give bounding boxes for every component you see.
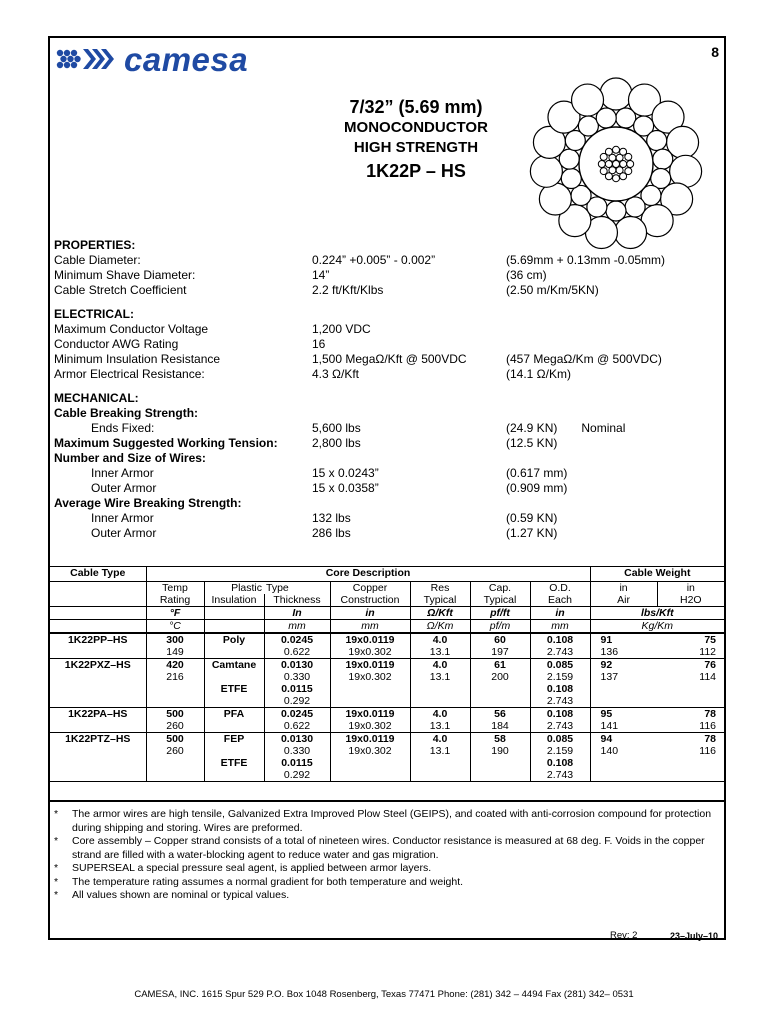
weight-h2o-cell [657, 757, 724, 769]
temp-cell: 300 [146, 633, 204, 646]
insulation-cell [204, 745, 264, 757]
resistance-cell [410, 683, 470, 695]
resistance-cell: 4.0 [410, 659, 470, 672]
subheader-res: Res [410, 582, 470, 595]
capacitance-cell: 61 [470, 659, 530, 672]
temp-cell [146, 769, 204, 782]
weight-air-cell [590, 683, 657, 695]
note-bullet: * [54, 808, 59, 820]
cable-type-cell [50, 646, 146, 659]
thickness-cell: 0.0245 [264, 633, 330, 646]
cable-type-cell [50, 720, 146, 733]
copper-strand-wire [600, 168, 607, 175]
spec-label: Inner Armor [91, 511, 154, 525]
spec-metric: (12.5 KN) [506, 436, 558, 450]
spec-metric: (2.50 m/Km/5KN) [506, 283, 599, 297]
title-model: 1K22P – HS [366, 161, 466, 181]
unit-temp-f: °F [146, 607, 204, 620]
spec-metric: (457 MegaΩ/Km @ 500VDC) [506, 352, 662, 366]
cable-type-cell: 1K22PA–HS [68, 708, 128, 720]
thickness-cell: 0.622 [264, 646, 330, 659]
weight-air-cell: 95 [590, 708, 657, 721]
spec-label: Ends Fixed: [91, 421, 155, 435]
od-cell: 0.085 [530, 733, 590, 746]
subheader-type-2: Thickness [264, 594, 330, 607]
capacitance-cell: 184 [470, 720, 530, 733]
spec-imperial: 15 x 0.0243” [312, 466, 379, 480]
inner-armor-wire [616, 108, 636, 128]
revision-number: Rev: 2 [610, 930, 638, 941]
electrical-heading: ELECTRICAL: [54, 307, 134, 321]
unit-weight-imp: lbs/Kft [590, 607, 724, 620]
copper-strand-wire [598, 161, 605, 168]
spec-metric [506, 337, 720, 352]
note-text: Core assembly – Copper strand consists of a total of nineteen wires. Conductor resistance is measured at 68 deg. F. Voids in the copper strand are filled with a water-blocking agent to reduce water and gas migration. [72, 835, 705, 861]
cable-type-cell [50, 769, 146, 782]
insulation-cell: ETFE [204, 683, 264, 695]
thickness-cell: 0.292 [264, 695, 330, 708]
od-cell: 0.108 [530, 757, 590, 769]
inner-armor-wire [596, 108, 616, 128]
unit-copper-mm: mm [330, 620, 410, 634]
wires-heading: Number and Size of Wires: [54, 451, 206, 465]
spec-imperial: 0.224” +0.005” - 0.002” [312, 253, 436, 267]
spec-label: Conductor AWG Rating [54, 337, 179, 351]
cable-type-table [50, 566, 724, 782]
mechanical-heading: MECHANICAL: [54, 391, 139, 405]
insulation-cell: Camtane [204, 659, 264, 672]
weight-h2o-cell: 78 [704, 708, 717, 720]
inner-armor-wire [559, 149, 579, 169]
unit-thick-mm: mm [264, 620, 330, 634]
resistance-cell: 13.1 [410, 745, 470, 757]
spec-imperial: 15 x 0.0358” [312, 481, 379, 495]
note-item [54, 876, 722, 890]
breaking-strength-heading: Cable Breaking Strength: [54, 406, 199, 420]
weight-air-cell: 92 [590, 659, 657, 672]
spec-row-electrical [54, 352, 720, 367]
spec-label: Cable Stretch Coefficient [54, 283, 187, 297]
cable-type-cell: 1K22PP–HS [67, 634, 128, 646]
resistance-cell: 4.0 [410, 708, 470, 721]
spec-label: Outer Armor [91, 526, 157, 540]
weight-air-cell: 91 [590, 633, 657, 646]
subheader-h2o: in [657, 582, 724, 595]
insulation-cell [204, 720, 264, 733]
spec-row-inner-armor [54, 466, 720, 481]
capacitance-cell: 60 [470, 633, 530, 646]
unit-thick-in: In [264, 607, 330, 620]
unit-od-in: in [530, 607, 590, 620]
subheader-cap: Cap. [470, 582, 530, 595]
weight-h2o-cell [657, 683, 724, 695]
weight-h2o-cell: 112 [657, 646, 724, 659]
temp-cell [146, 683, 204, 695]
capacitance-cell: 58 [470, 733, 530, 746]
insulation-cell [204, 671, 264, 683]
copper-cell [330, 695, 410, 708]
temp-cell: 149 [146, 646, 204, 659]
cable-type-cell [50, 695, 146, 708]
resistance-cell [410, 757, 470, 769]
spec-row-property [54, 253, 720, 268]
spec-row-electrical [54, 322, 720, 337]
weight-air-cell: 140 [590, 745, 657, 757]
thickness-cell: 0.0130 [264, 733, 330, 746]
spec-imperial: 4.3 Ω/Kft [312, 367, 359, 381]
subheader-plastic: Plastic [204, 582, 264, 595]
od-cell: 0.108 [530, 708, 590, 721]
spec-label: Maximum Conductor Voltage [54, 322, 209, 336]
title-size: 7/32” (5.69 mm) [349, 97, 483, 117]
spec-label: Maximum Suggested Working Tension: [54, 436, 278, 450]
capacitance-cell: 200 [470, 671, 530, 683]
weight-air-cell: 94 [590, 733, 657, 746]
temp-cell: 216 [146, 671, 204, 683]
unit-cap-imp: pf/ft [470, 607, 530, 620]
temp-cell: 260 [146, 720, 204, 733]
weight-air-cell: 141 [590, 720, 657, 733]
revision-date: 23–July–10 [670, 931, 719, 941]
spec-row-ends-fixed [54, 421, 720, 436]
temp-cell [146, 757, 204, 769]
weight-h2o-cell: 75 [704, 634, 717, 646]
spec-metric: (0.617 mm) [506, 466, 568, 480]
unit-copper-in: in [330, 607, 410, 620]
insulation-cell [204, 695, 264, 708]
od-cell: 0.108 [530, 633, 590, 646]
cable-type-cell [50, 683, 146, 695]
copper-strand-wire [605, 148, 612, 155]
note-text: All values shown are nominal or typical values. [72, 889, 290, 901]
od-cell: 2.743 [530, 695, 590, 708]
product-title [298, 96, 534, 182]
thickness-cell: 0.330 [264, 745, 330, 757]
header-cable-weight: Cable Weight [590, 567, 724, 582]
subheader-copper: Copper [330, 582, 410, 595]
inner-armor-wire [653, 149, 673, 169]
spec-label: Minimum Shave Diameter: [54, 268, 196, 282]
copper-cell: 19x0.0119 [330, 659, 410, 672]
temp-cell: 500 [146, 708, 204, 721]
cable-type-cell [50, 757, 146, 769]
weight-air-cell [590, 695, 657, 708]
subheader-od: O.D. [530, 582, 590, 595]
weight-air-cell: 137 [590, 671, 657, 683]
resistance-cell: 13.1 [410, 646, 470, 659]
spec-label: Armor Electrical Resistance: [54, 367, 205, 381]
divider [50, 800, 724, 802]
outer-armor-wire [670, 155, 702, 187]
avg-breaking-heading: Average Wire Breaking Strength: [54, 496, 242, 510]
thickness-cell: 0.292 [264, 769, 330, 782]
copper-strand-wire [625, 153, 632, 160]
copper-cell: 19x0.302 [330, 745, 410, 757]
cable-type-cell: 1K22PTZ–HS [65, 733, 131, 745]
spec-imperial: 2,800 lbs [312, 436, 361, 450]
note-bullet: * [54, 889, 59, 901]
subheader-type: Type [266, 582, 289, 594]
capacitance-cell: 56 [470, 708, 530, 721]
spec-row-property [54, 283, 720, 298]
insulation-cell: Poly [204, 633, 264, 646]
spec-imperial: 1,200 VDC [312, 322, 371, 336]
page-number: 8 [711, 44, 719, 60]
unit-res-met: Ω/Km [410, 620, 470, 634]
spec-metric: (0.909 mm) [506, 481, 568, 495]
insulation-cell [204, 769, 264, 782]
resistance-cell [410, 769, 470, 782]
copper-strand-wire [613, 175, 620, 182]
note-item [54, 835, 722, 862]
weight-h2o-cell: 114 [699, 671, 717, 683]
spec-metric: (0.59 KN) [506, 511, 558, 525]
spec-metric: (14.1 Ω/Km) [506, 367, 571, 381]
unit-temp-c: °C [146, 620, 204, 634]
unit-weight-met: Kg/Km [590, 620, 724, 634]
copper-cell: 19x0.0119 [330, 633, 410, 646]
copper-cell: 19x0.0119 [330, 733, 410, 746]
spec-imperial: 5,600 lbs [312, 421, 361, 435]
cable-type-cell [50, 745, 146, 757]
subheader-air: in [590, 582, 657, 595]
resistance-cell: 4.0 [410, 733, 470, 746]
weight-h2o-cell: 78 [704, 733, 717, 745]
subheader-h2o-2: H2O [657, 594, 724, 607]
od-cell: 2.159 [530, 671, 590, 683]
thickness-cell: 0.622 [264, 720, 330, 733]
spec-imperial: 1,500 MegaΩ/Kft @ 500VDC [312, 352, 467, 366]
capacitance-cell: 197 [470, 646, 530, 659]
insulation-cell: FEP [204, 733, 264, 746]
resistance-cell: 13.1 [410, 671, 470, 683]
note-bullet: * [54, 875, 59, 888]
thickness-cell: 0.0115 [264, 683, 330, 695]
od-cell: 2.159 [530, 745, 590, 757]
thickness-cell: 0.0245 [264, 708, 330, 721]
spec-metric: (1.27 KN) [506, 526, 558, 540]
subheader-temp: Temp [146, 582, 204, 595]
copper-cell: 19x0.0119 [330, 708, 410, 721]
note-item [54, 808, 722, 835]
inner-armor-wire [606, 201, 626, 221]
spec-metric: (24.9 KN) Nominal [506, 421, 626, 435]
capacitance-cell: 190 [470, 745, 530, 757]
capacitance-cell [470, 683, 530, 695]
copper-cell [330, 683, 410, 695]
spec-metric: (5.69mm + 0.13mm -0.05mm) [506, 253, 666, 267]
notes-list [54, 808, 722, 903]
subheader-temp-2: Rating [146, 594, 204, 607]
spec-metric: (36 cm) [506, 268, 547, 282]
subheader-od-2: Each [530, 594, 590, 607]
od-cell: 0.108 [530, 683, 590, 695]
temp-cell: 420 [146, 659, 204, 672]
spec-metric [506, 322, 720, 337]
note-bullet: * [54, 862, 59, 874]
copper-strand-wire [613, 146, 620, 153]
weight-h2o-cell: 116 [657, 720, 724, 733]
subheader-res-2: Typical [410, 594, 470, 607]
weight-h2o-cell: 76 [704, 659, 717, 671]
spec-imperial: 286 lbs [312, 526, 351, 540]
weight-air-cell: 136 [590, 646, 657, 659]
note-item [54, 862, 722, 876]
unit-cap-met: pf/m [470, 620, 530, 634]
inner-armor-wire [561, 169, 581, 189]
spec-row-avg-inner [54, 511, 720, 526]
cable-type-cell [50, 671, 146, 683]
subheader-plastic-2: Insulation [204, 594, 264, 607]
note-text: The armor wires are high tensile, Galvanized Extra Improved Plow Steel (GEIPS), and coated with anti-corrosion compound for protection during shipping and storing. Wires are preformed. [72, 808, 712, 834]
od-cell: 2.743 [530, 720, 590, 733]
copper-strand-wire [627, 161, 634, 168]
od-cell: 2.743 [530, 646, 590, 659]
weight-h2o-cell [657, 695, 724, 708]
spec-imperial: 2.2 ft/Kft/Klbs [312, 283, 384, 297]
inner-armor-wire [625, 197, 645, 217]
header-cable-type: Cable Type [50, 567, 146, 582]
copper-cell: 19x0.302 [330, 646, 410, 659]
properties-heading: PROPERTIES: [54, 238, 136, 252]
camesa-logo-mark-icon [54, 44, 122, 74]
weight-air-cell [590, 769, 657, 782]
resistance-cell [410, 695, 470, 708]
weight-h2o-cell [657, 769, 724, 782]
thickness-cell: 0.0115 [264, 757, 330, 769]
note-text: The temperature rating assumes a normal gradient for both temperature and weight. [72, 875, 464, 888]
company-footer: CAMESA, INC. 1615 Spur 529 P.O. Box 1048 Rosenberg, Texas 77471 Phone: (281) 342 – 4494 Fax (281) 342– 0531 [134, 989, 634, 1000]
capacitance-cell [470, 769, 530, 782]
temp-cell: 500 [146, 733, 204, 746]
camesa-logo [54, 42, 248, 76]
spec-row-outer-armor [54, 481, 720, 496]
note-text: SUPERSEAL a special pressure seal agent, is applied between armor layers. [72, 862, 432, 874]
weight-air-cell [590, 757, 657, 769]
spec-row-avg-outer [54, 526, 720, 541]
spec-row-working-tension [54, 436, 720, 451]
insulation-cell: PFA [204, 708, 264, 721]
spec-label: Inner Armor [91, 466, 154, 480]
copper-cell: 19x0.302 [330, 671, 410, 683]
insulation-cell: ETFE [204, 757, 264, 769]
unit-od-mm: mm [530, 620, 590, 634]
subheader-cap-2: Typical [470, 594, 530, 607]
thickness-cell: 0.330 [264, 671, 330, 683]
cable-cross-section-diagram [528, 76, 704, 252]
spec-imperial: 132 lbs [312, 511, 351, 525]
insulation-cell [204, 646, 264, 659]
spec-imperial: 16 [312, 337, 326, 351]
copper-cell [330, 769, 410, 782]
spec-label: Outer Armor [91, 481, 157, 495]
capacitance-cell [470, 757, 530, 769]
resistance-cell: 4.0 [410, 633, 470, 646]
copper-cell: 19x0.302 [330, 720, 410, 733]
spec-row-electrical [54, 337, 720, 352]
header-core-description: Core Description [146, 567, 590, 582]
temp-cell [146, 695, 204, 708]
cable-type-cell: 1K22PXZ–HS [64, 659, 131, 671]
subheader-copper-2: Construction [330, 594, 410, 607]
note-item [54, 889, 722, 903]
weight-h2o-cell: 116 [699, 745, 717, 757]
spec-label: Minimum Insulation Resistance [54, 352, 221, 366]
title-line-3: HIGH STRENGTH [353, 139, 479, 156]
copper-strand-wire [620, 173, 627, 180]
spec-label: Cable Diameter: [54, 253, 141, 267]
note-bullet: * [54, 835, 59, 847]
outer-armor-wire [600, 78, 632, 110]
resistance-cell: 13.1 [410, 720, 470, 733]
spec-sheet [48, 36, 726, 940]
spec-list [54, 238, 720, 541]
unit-res-imp: Ω/Kft [410, 607, 470, 620]
title-line-2: MONOCONDUCTOR [344, 119, 488, 136]
temp-cell: 260 [146, 745, 204, 757]
spec-row-property [54, 268, 720, 283]
od-cell: 0.085 [530, 659, 590, 672]
thickness-cell: 0.0130 [264, 659, 330, 672]
outer-armor-wire [530, 155, 562, 187]
od-cell: 2.743 [530, 769, 590, 782]
copper-cell [330, 757, 410, 769]
spec-imperial: 14” [312, 268, 330, 282]
subheader-air-2: Air [590, 594, 657, 607]
spec-row-electrical [54, 367, 720, 382]
capacitance-cell [470, 695, 530, 708]
brand-name: camesa [124, 40, 249, 78]
